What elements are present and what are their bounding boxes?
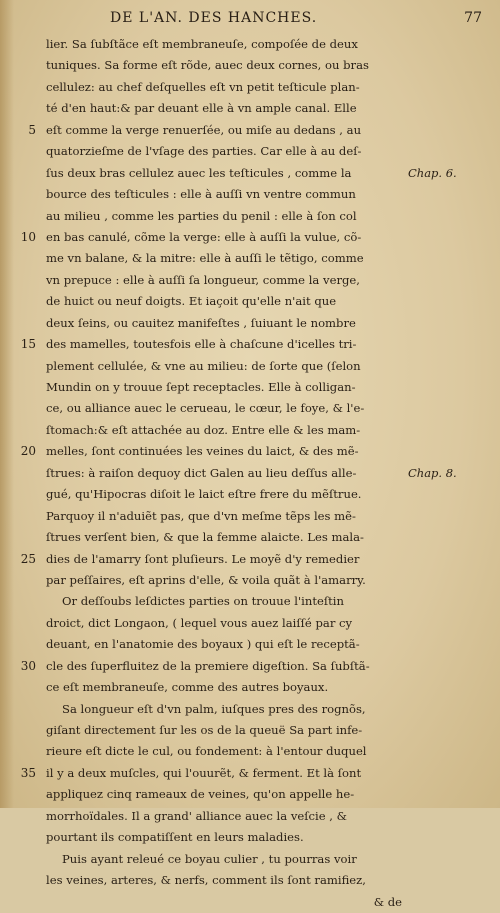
line-text: Or deſſoubs leſdictes parties on trouue l'inteſtin	[62, 594, 344, 609]
text-line	[46, 463, 457, 484]
text-line	[46, 870, 404, 891]
line-text: cellulez: au chef deſquelles eſt vn petit teſticule plan-	[46, 79, 360, 94]
body-text	[20, 34, 457, 913]
line-text: giſant directement ſur les os de la queuë Sa part infe-	[46, 723, 363, 737]
line-text: les veines, arteres, & nerfs, comment ils ſont ramifiez,	[46, 873, 366, 888]
text-line	[46, 77, 404, 98]
line-text: appliquez cinq rameaux de veines, qu'on appelle he-	[46, 787, 355, 802]
line-text: eſt comme la verge renuerſée, ou miſe au dedans , au	[46, 122, 362, 137]
line-number: 20	[20, 444, 36, 459]
line-text: tuniques. Sa forme eſt rõde, auec deux cornes, ou bras	[46, 58, 369, 73]
line-text: ſtrues: à raiſon dequoy dict Galen au lieu deſſus alle-	[46, 465, 357, 480]
line-text: rieure eſt dicte le cul, ou fondement: à l'entour duquel	[46, 744, 367, 759]
line-text: melles, ſont continuées les veines du laict, & des mẽ-	[46, 444, 359, 459]
text-line	[46, 634, 404, 655]
line-text: deux ſeins, ou cauitez manifeſtes , ſuiuant le nombre	[46, 315, 356, 330]
text-line	[20, 227, 404, 248]
text-line	[46, 184, 404, 205]
line-number: 15	[20, 337, 36, 352]
line-text: Puis ayant releué ce boyau culier , tu pourras voir	[62, 851, 357, 866]
text-line	[46, 313, 404, 334]
text-line	[46, 98, 404, 119]
line-text: ſtomach:& eſt attachée au doz. Entre elle & les mam-	[46, 422, 361, 437]
text-line	[20, 334, 404, 355]
line-text: en bas canulé, cõme la verge: elle à auſſi la vulue, cõ-	[46, 229, 362, 244]
text-line	[46, 699, 404, 720]
running-title: DE L'AN. DES HANCHES.	[110, 10, 318, 26]
text-line	[20, 656, 404, 677]
text-line	[46, 420, 404, 441]
text-line	[46, 720, 404, 741]
line-text: plement cellulée, & vne au milieu: de ſorte que (ſelon	[46, 358, 361, 373]
line-text: ſtrues verſent bien, & que la femme alaicte. Les mala-	[46, 530, 364, 545]
catchword: & de	[373, 894, 402, 909]
line-text: droict, dict Longaon, ( lequel vous auez laiſſé par cy	[46, 615, 353, 630]
text-line	[46, 398, 404, 419]
line-text: ce, ou alliance auec le cerueau, le cœur, le foye, & l'e-	[46, 401, 365, 416]
line-text: quatorzieſme de l'vſage des parties. Car elle à au deſ-	[46, 144, 362, 159]
text-line	[46, 377, 404, 398]
line-text: Mundin on y trouue ſept receptacles. Elle à colligan-	[46, 380, 356, 394]
margin-note: Chap. 6.	[408, 165, 457, 180]
line-number: 5	[28, 122, 36, 137]
text-line	[46, 356, 404, 377]
text-line	[46, 163, 457, 184]
line-text: me vn balane, & la mitre: elle à auſſi le tẽtigo, comme	[46, 251, 364, 266]
text-line	[46, 484, 404, 505]
text-line	[46, 527, 404, 548]
text-line	[46, 270, 404, 291]
line-text: vn prepuce : elle à auſſi ſa longueur, comme la verge,	[46, 272, 360, 287]
line-text: il y a deux muſcles, qui l'ouurẽt, & ferment. Et là ſont	[46, 765, 362, 780]
text-line	[46, 141, 404, 162]
text-line	[46, 613, 404, 634]
text-line	[28, 120, 404, 141]
text-line	[46, 849, 404, 870]
line-text: par peſſaires, eſt aprins d'elle, & voila quãt à l'amarry.	[46, 572, 366, 587]
line-text: au milieu , comme les parties du penil : elle à ſon col	[46, 208, 357, 223]
text-line	[46, 806, 404, 827]
line-text: gué, qu'Hipocras diſoit le laict eſtre frere du mẽſtrue.	[46, 487, 362, 502]
line-number: 25	[20, 551, 36, 566]
line-text: morrhoïdales. Il a grand' alliance auec la veſcie , &	[46, 808, 347, 823]
text-line	[46, 248, 404, 269]
text-line	[46, 591, 404, 612]
text-line	[46, 506, 404, 527]
text-line	[46, 677, 404, 698]
text-line	[20, 763, 404, 784]
margin-note: Chap. 8.	[408, 465, 457, 480]
line-text: bource des teſticules : elle à auſſi vn ventre commun	[46, 187, 356, 202]
line-text: des mamelles, toutesfois elle à chaſcune d'icelles tri-	[46, 337, 357, 352]
line-text: ce eſt membraneuſe, comme des autres boyaux.	[46, 680, 329, 695]
line-text: té d'en haut:& par deuant elle à vn ample canal. Elle	[46, 101, 357, 116]
line-text: deuant, en l'anatomie des boyaux ) qui eſt le receptã-	[46, 637, 360, 652]
line-number: 10	[20, 229, 36, 244]
text-line	[46, 34, 404, 55]
line-text: Sa longueur eſt d'vn palm, iuſques pres des rognõs,	[62, 701, 366, 716]
text-line	[20, 441, 404, 462]
text-line	[46, 570, 404, 591]
text-line	[46, 784, 404, 805]
line-text: pourtant ils compatiſſent en leurs maladies.	[46, 830, 304, 845]
text-line	[46, 55, 404, 76]
line-text: lier. Sa ſubſtãce eſt membraneuſe, compoſée de deux	[46, 37, 358, 51]
line-text: ſus deux bras cellulez auec les teſticules , comme la	[46, 165, 352, 180]
page-header	[110, 10, 482, 32]
line-text: cle des ſuperfluitez de la premiere digeſtion. Sa ſubſtã-	[46, 658, 370, 673]
text-line	[46, 827, 404, 848]
text-line	[20, 549, 404, 570]
line-text: Parquoy il n'aduiẽt pas, que d'vn meſme tẽps les mẽ-	[46, 508, 356, 523]
line-text: dies de l'amarry ſont pluſieurs. Le moyẽ d'y remedier	[46, 551, 360, 566]
page-number: 77	[464, 10, 482, 26]
line-text: de huict ou neuf doigts. Et iaçoit qu'elle n'ait que	[46, 294, 337, 309]
text-line	[46, 291, 404, 312]
text-line	[46, 206, 404, 227]
line-number: 35	[20, 765, 36, 780]
text-line	[46, 741, 404, 762]
line-number: 30	[20, 658, 36, 673]
